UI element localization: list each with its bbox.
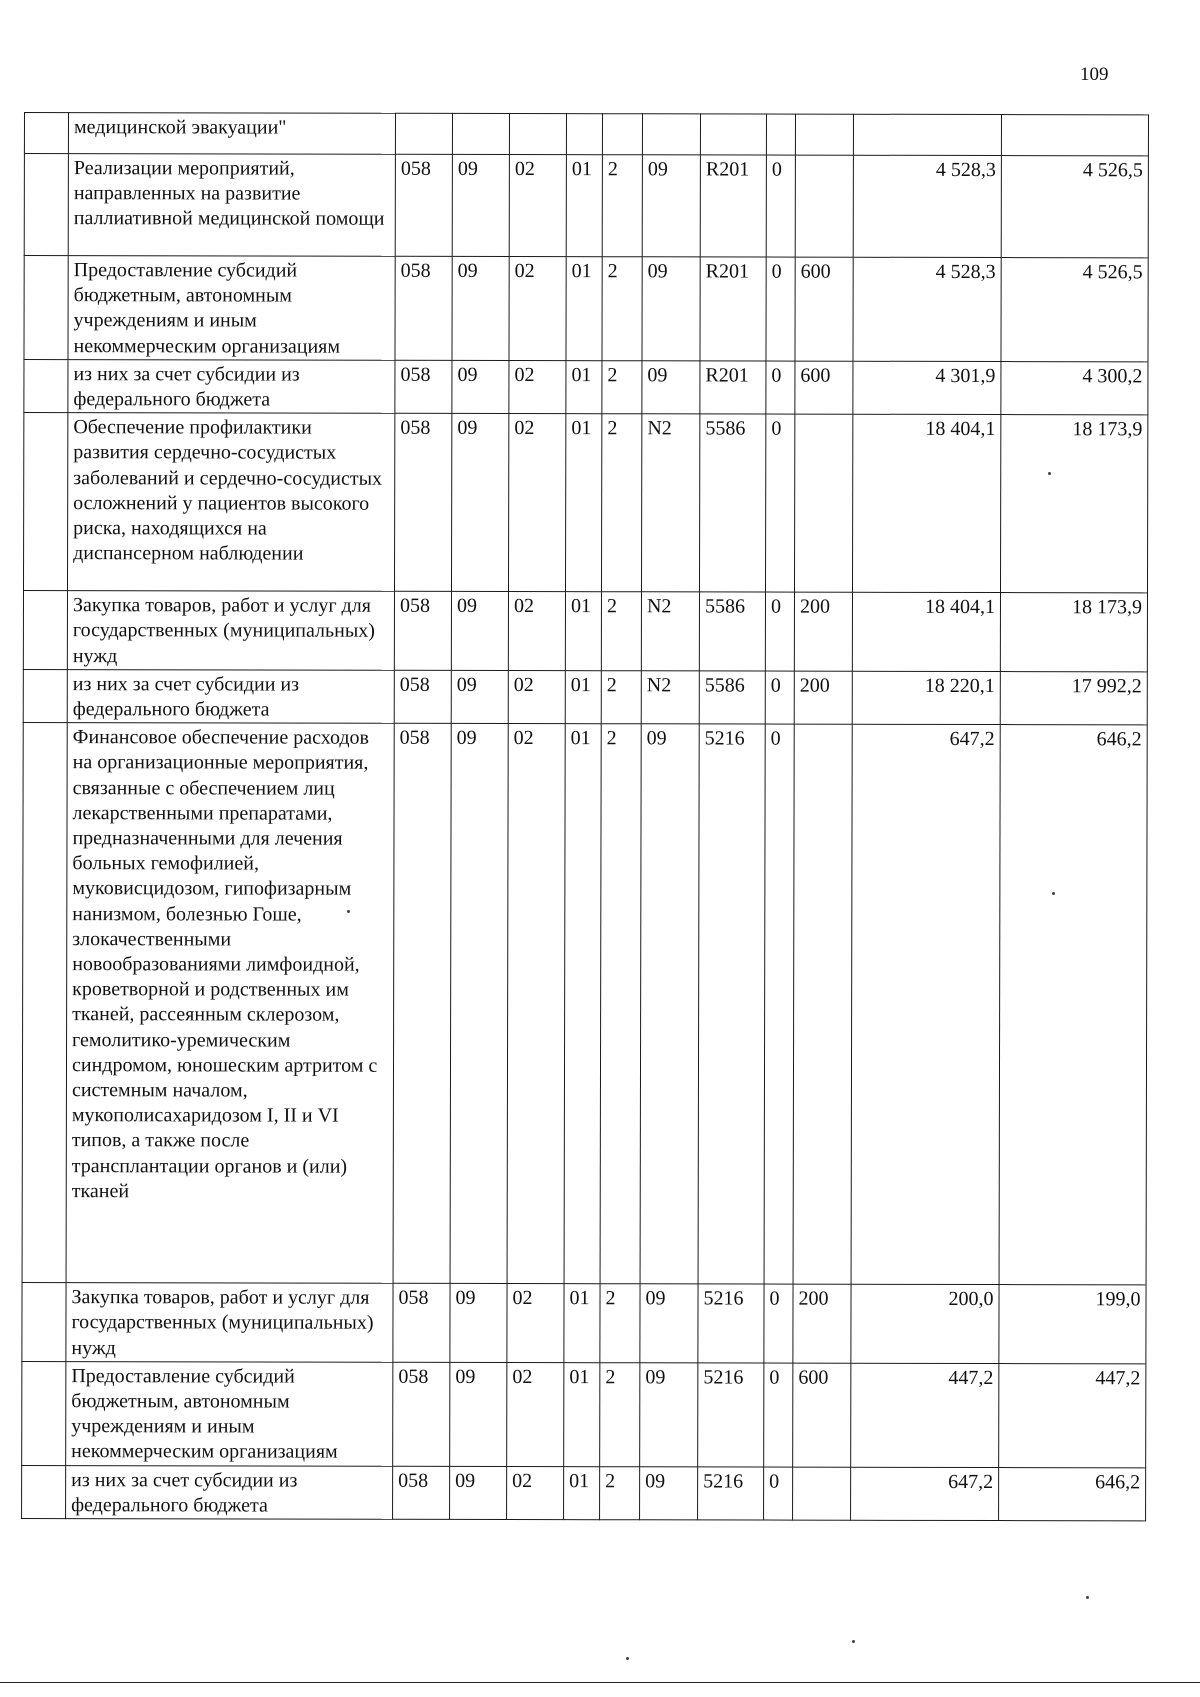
code-cell: 2 (602, 257, 642, 361)
code-cell: 0 (766, 155, 795, 257)
code-cell: 0 (764, 724, 794, 1284)
code-cell: 058 (394, 670, 451, 724)
code-cell: 2 (600, 1466, 640, 1519)
table-row (23, 591, 1147, 672)
code-cell (766, 114, 795, 155)
code-cell: 09 (451, 414, 508, 592)
code-cell: 058 (393, 1284, 450, 1363)
code-cell (452, 113, 509, 154)
scan-speck (852, 1640, 855, 1643)
code-cell: 09 (450, 1362, 507, 1466)
code-cell: 058 (394, 413, 451, 591)
amount-cell: 18 220,1 (852, 671, 1000, 725)
row-name-cell: из них за счет субсидии из федерального бюджета (68, 359, 395, 413)
table-row (22, 1361, 1146, 1467)
code-cell: 09 (451, 592, 508, 671)
scan-speck (1052, 892, 1055, 895)
code-cell: 0 (766, 361, 795, 414)
scan-speck (626, 1657, 629, 1660)
code-cell: 600 (793, 1363, 851, 1467)
amount-cell: 4 526,5 (1001, 258, 1148, 362)
budget-table (21, 112, 1149, 1521)
code-cell: 058 (393, 1362, 450, 1466)
code-cell: 058 (394, 591, 451, 670)
amount-cell: 18 173,9 (1000, 593, 1147, 672)
code-cell: 09 (642, 361, 700, 415)
scan-speck (347, 910, 350, 913)
table-row (23, 413, 1147, 593)
table-row (24, 113, 1148, 156)
amount-cell: 4 300,2 (1001, 361, 1148, 415)
amount-cell: 4 528,3 (853, 155, 1001, 257)
code-cell: 02 (509, 360, 566, 414)
row-number-cell (22, 723, 67, 1283)
table-row (24, 359, 1148, 415)
table-row (22, 723, 1147, 1285)
code-cell (566, 114, 602, 155)
code-cell: 600 (795, 361, 853, 415)
code-cell: 5216 (698, 1363, 764, 1467)
code-cell: 058 (395, 154, 452, 256)
bottom-rule (0, 1682, 1200, 1683)
code-cell: 2 (601, 414, 641, 592)
code-cell (793, 724, 852, 1284)
code-cell: 5586 (699, 592, 765, 671)
amount-cell: 4 528,3 (853, 257, 1001, 361)
code-cell: 0 (765, 414, 794, 592)
row-number-cell (24, 113, 68, 154)
code-cell: 2 (600, 1363, 640, 1467)
row-name-cell: медицинской эвакуации" (68, 113, 395, 155)
code-cell: 5586 (699, 671, 765, 725)
table-row (23, 669, 1147, 725)
code-cell: 09 (640, 1466, 698, 1520)
code-cell: 0 (765, 592, 794, 671)
code-cell: 02 (508, 670, 565, 724)
code-cell: 01 (566, 360, 602, 413)
page-number: 109 (1080, 64, 1109, 85)
code-cell (795, 155, 853, 257)
code-cell: 09 (450, 724, 508, 1284)
row-number-cell (23, 591, 67, 670)
amount-cell (853, 114, 1001, 155)
code-cell: 600 (795, 257, 853, 361)
amount-cell: 447,2 (999, 1363, 1146, 1467)
code-cell: 058 (393, 1466, 450, 1520)
row-name-cell: Закупка товаров, работ и услуг для государственных (муниципальных) нужд (67, 591, 394, 670)
amount-cell: 18 404,1 (852, 592, 1000, 671)
code-cell (395, 113, 452, 154)
code-cell: 0 (765, 671, 794, 724)
code-cell: N2 (641, 414, 699, 592)
code-cell: 02 (507, 1284, 564, 1363)
row-number-cell (22, 1361, 66, 1465)
code-cell (509, 114, 566, 155)
code-cell: 2 (602, 155, 642, 257)
code-cell: 2 (600, 724, 641, 1284)
code-cell: 09 (450, 1466, 507, 1520)
code-cell: 09 (452, 154, 509, 256)
code-cell: 09 (640, 1284, 698, 1363)
amount-cell: 199,0 (999, 1285, 1146, 1364)
code-cell: 2 (600, 1284, 640, 1363)
code-cell: 09 (640, 1363, 698, 1467)
row-number-cell (23, 413, 67, 591)
code-cell: 2 (601, 671, 641, 724)
code-cell: 09 (642, 155, 700, 257)
code-cell: 01 (564, 1466, 600, 1519)
row-number-cell (24, 256, 68, 360)
code-cell: 5216 (698, 724, 765, 1284)
row-name-cell: Закупка товаров, работ и услуг для государственных (муниципальных) нужд (66, 1283, 393, 1362)
row-name-cell: из них за счет субсидии из федерального бюджета (67, 669, 394, 723)
code-cell: 02 (509, 155, 566, 257)
code-cell (642, 114, 700, 155)
row-name-cell: Предоставление субсидий бюджетным, автономным учреждениям и иным некоммерческим организациям (68, 256, 395, 360)
row-number-cell (23, 669, 67, 722)
code-cell: 01 (564, 724, 601, 1284)
amount-cell: 4 526,5 (1001, 156, 1148, 258)
code-cell: 02 (509, 257, 566, 361)
code-cell (794, 414, 852, 592)
code-cell: 02 (507, 1362, 564, 1466)
code-cell: 02 (508, 592, 565, 671)
code-cell: 09 (640, 724, 699, 1284)
code-cell: 0 (764, 1363, 793, 1467)
code-cell: 0 (764, 1284, 793, 1363)
amount-cell: 4 301,9 (853, 361, 1001, 415)
code-cell: 2 (601, 592, 641, 671)
table-row (24, 154, 1148, 258)
code-cell: 058 (395, 360, 452, 414)
amount-cell: 647,2 (851, 724, 1000, 1284)
amount-cell: 18 404,1 (852, 414, 1000, 592)
amount-cell: 447,2 (851, 1363, 999, 1467)
table-row (22, 1465, 1146, 1521)
code-cell: 5216 (698, 1467, 764, 1521)
row-number-cell (24, 359, 68, 412)
code-cell: 02 (508, 414, 565, 592)
code-cell: R201 (700, 155, 766, 257)
code-cell: N2 (641, 671, 699, 725)
code-cell: 01 (565, 670, 601, 723)
amount-cell: 17 992,2 (1000, 671, 1147, 725)
code-cell: 0 (764, 1467, 793, 1520)
code-cell (793, 1467, 851, 1521)
scan-speck (1048, 472, 1051, 475)
row-name-cell: Финансовое обеспечение расходов на организационные мероприятия, связанные с обеспечением лиц лекарственными препаратами, предназначенными для лечения больных гемофилией, муковисцидозом, гипофизарным нанизмом, болезнью Гоше, злокачественными новообразованиями лимфоидной, кроветворной и родственных им тканей, рассеянным склерозом, гемолитико-уремическим синдромом, юношеским артритом с системным началом, мукополисахаридозом I, II и VI типов, а также после трансплантации органов и (или) тканей (66, 723, 394, 1284)
row-name-cell: из них за счет субсидии из федерального бюджета (66, 1465, 393, 1519)
row-number-cell (22, 1283, 66, 1362)
code-cell: 01 (564, 1284, 600, 1363)
table-row (24, 256, 1148, 362)
code-cell: 01 (564, 1362, 600, 1466)
code-cell: 058 (393, 724, 451, 1284)
code-cell: 5216 (698, 1284, 764, 1363)
amount-cell: 200,0 (851, 1284, 999, 1363)
code-cell: 200 (793, 1284, 851, 1363)
code-cell: R201 (700, 257, 766, 361)
amount-cell: 646,2 (999, 725, 1147, 1285)
row-number-cell (22, 1465, 66, 1518)
code-cell: 200 (794, 592, 852, 671)
code-cell: 058 (395, 256, 452, 360)
code-cell: 09 (452, 256, 509, 360)
table-row (22, 1283, 1146, 1364)
row-number-cell (24, 154, 68, 256)
code-cell: 200 (794, 671, 852, 725)
code-cell: 09 (452, 360, 509, 414)
code-cell: 01 (566, 155, 602, 257)
code-cell: 09 (450, 1284, 507, 1363)
code-cell: N2 (641, 592, 699, 671)
amount-cell (1001, 115, 1148, 156)
code-cell: 2 (602, 361, 642, 414)
amount-cell: 18 173,9 (1000, 415, 1147, 593)
row-name-cell: Обеспечение профилактики развития сердечно-сосудистых заболеваний и сердечно-сосудистых осложнений у пациентов высокого риска, находящихся на диспансерном наблюдении (67, 413, 394, 592)
code-cell (602, 114, 642, 155)
amount-cell: 647,2 (851, 1467, 999, 1521)
code-cell: 5586 (699, 414, 765, 592)
code-cell: 0 (766, 257, 795, 361)
code-cell: 09 (451, 670, 508, 724)
code-cell (795, 114, 853, 155)
code-cell: 01 (565, 592, 601, 671)
scan-speck (1086, 1596, 1089, 1599)
code-cell: 01 (565, 414, 601, 592)
row-name-cell: Предоставление субсидий бюджетным, автономным учреждениям и иным некоммерческим организациям (66, 1361, 393, 1465)
code-cell: R201 (700, 361, 766, 415)
code-cell: 02 (507, 724, 565, 1284)
row-name-cell: Реализации мероприятий, направленных на развитие паллиативной медицинской помощи (68, 154, 395, 257)
code-cell: 01 (566, 257, 602, 361)
amount-cell: 646,2 (999, 1467, 1146, 1521)
code-cell (700, 114, 766, 155)
code-cell: 09 (642, 257, 700, 361)
code-cell: 02 (507, 1466, 564, 1520)
